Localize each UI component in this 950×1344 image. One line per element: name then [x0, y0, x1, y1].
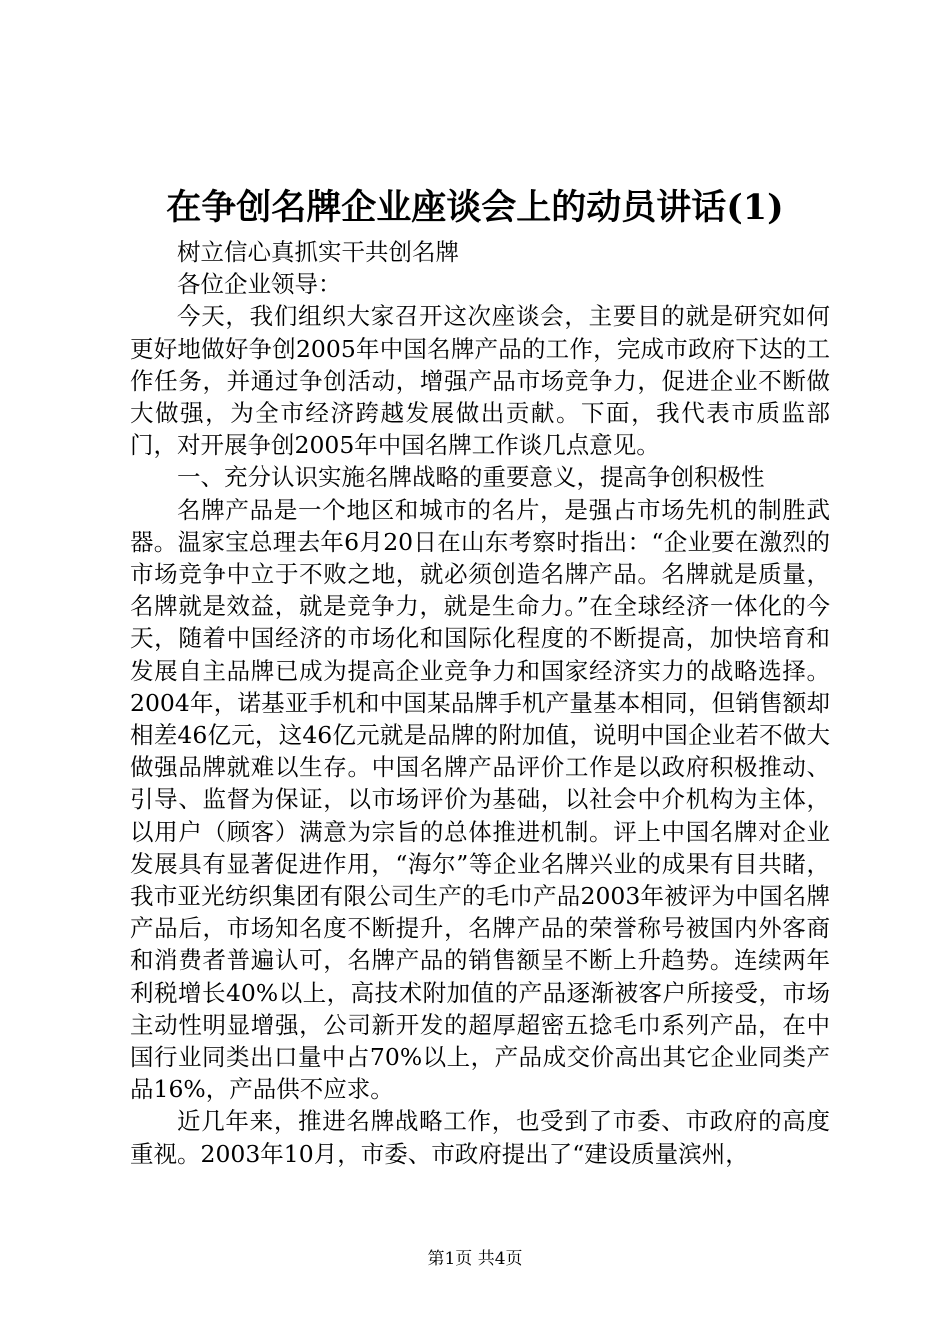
page-footer: 第1页 共4页: [427, 1249, 523, 1269]
section-heading: 一、充分认识实施名牌战略的重要意义，提高争创积极性: [177, 463, 765, 492]
salutation-paragraph: 各位企业领导：: [177, 270, 342, 299]
body-paragraph: 近几年来，推进名牌战略工作，也受到了市委、市政府的高度重视。2003年10月，市委、市政府提出了“建设质量滨州，: [130, 1107, 830, 1168]
document-body: [130, 236, 830, 1170]
document-title: 在争创名牌企业座谈会上的动员讲话(1): [166, 187, 784, 228]
body-paragraph: 名牌产品是一个地区和城市的名片，是强占市场先机的制胜武器。温家宝总理去年6月20日在山东考察时指出：“企业要在激烈的市场竞争中立于不败之地，就必须创造名牌产品。名牌就是质量，名牌就是效益，就是竞争力，就是生命力。”在全球经济一体化的今天，随着中国经济的市场化和国际化程度的不断提高，加快培育和发展自主品牌已成为提高企业竞争力和国家经济实力的战略选择。2004年，诺基亚手机和中国某品牌手机产量基本相同，但销售额却相差46亿元，这46亿元就是品牌的附加值，说明中国企业若不做大做强品牌就难以生存。中国名牌产品评价工作是以政府积极推动、引导、监督为保证，以市场评价为基础，以社会中介机构为主体，以用户（顾客）满意为宗旨的总体推进机制。评上中国名牌对企业发展具有显著促进作用，“海尔”等企业名牌兴业的成果有目共睹，我市亚光纺织集团有限公司生产的毛巾产品2003年被评为中国名牌产品后，市场知名度不断提升，名牌产品的荣誉称号被国内外客商和消费者普遍认可，名牌产品的销售额呈不断上升趋势。连续两年利税增长40%以上，高技术附加值的产品逐渐被客户所接受，市场主动性明显增强，公司新开发的超厚超密五捻毛巾系列产品，在中国行业同类出口量中占70%以上，产品成交价高出其它企业同类产品16%，产品供不应求。: [130, 495, 830, 1104]
subtitle-paragraph: 树立信心真抓实干共创名牌: [177, 238, 459, 266]
body-paragraph: 今天，我们组织大家召开这次座谈会，主要目的就是研究如何更好地做好争创2005年中国名牌产品的工作，完成市政府下达的工作任务，并通过争创活动，增强产品市场竞争力，促进企业不断做大做强，为全市经济跨越发展做出贡献。下面，我代表市质监部门，对开展争创2005年中国名牌工作谈几点意见。: [130, 302, 830, 460]
